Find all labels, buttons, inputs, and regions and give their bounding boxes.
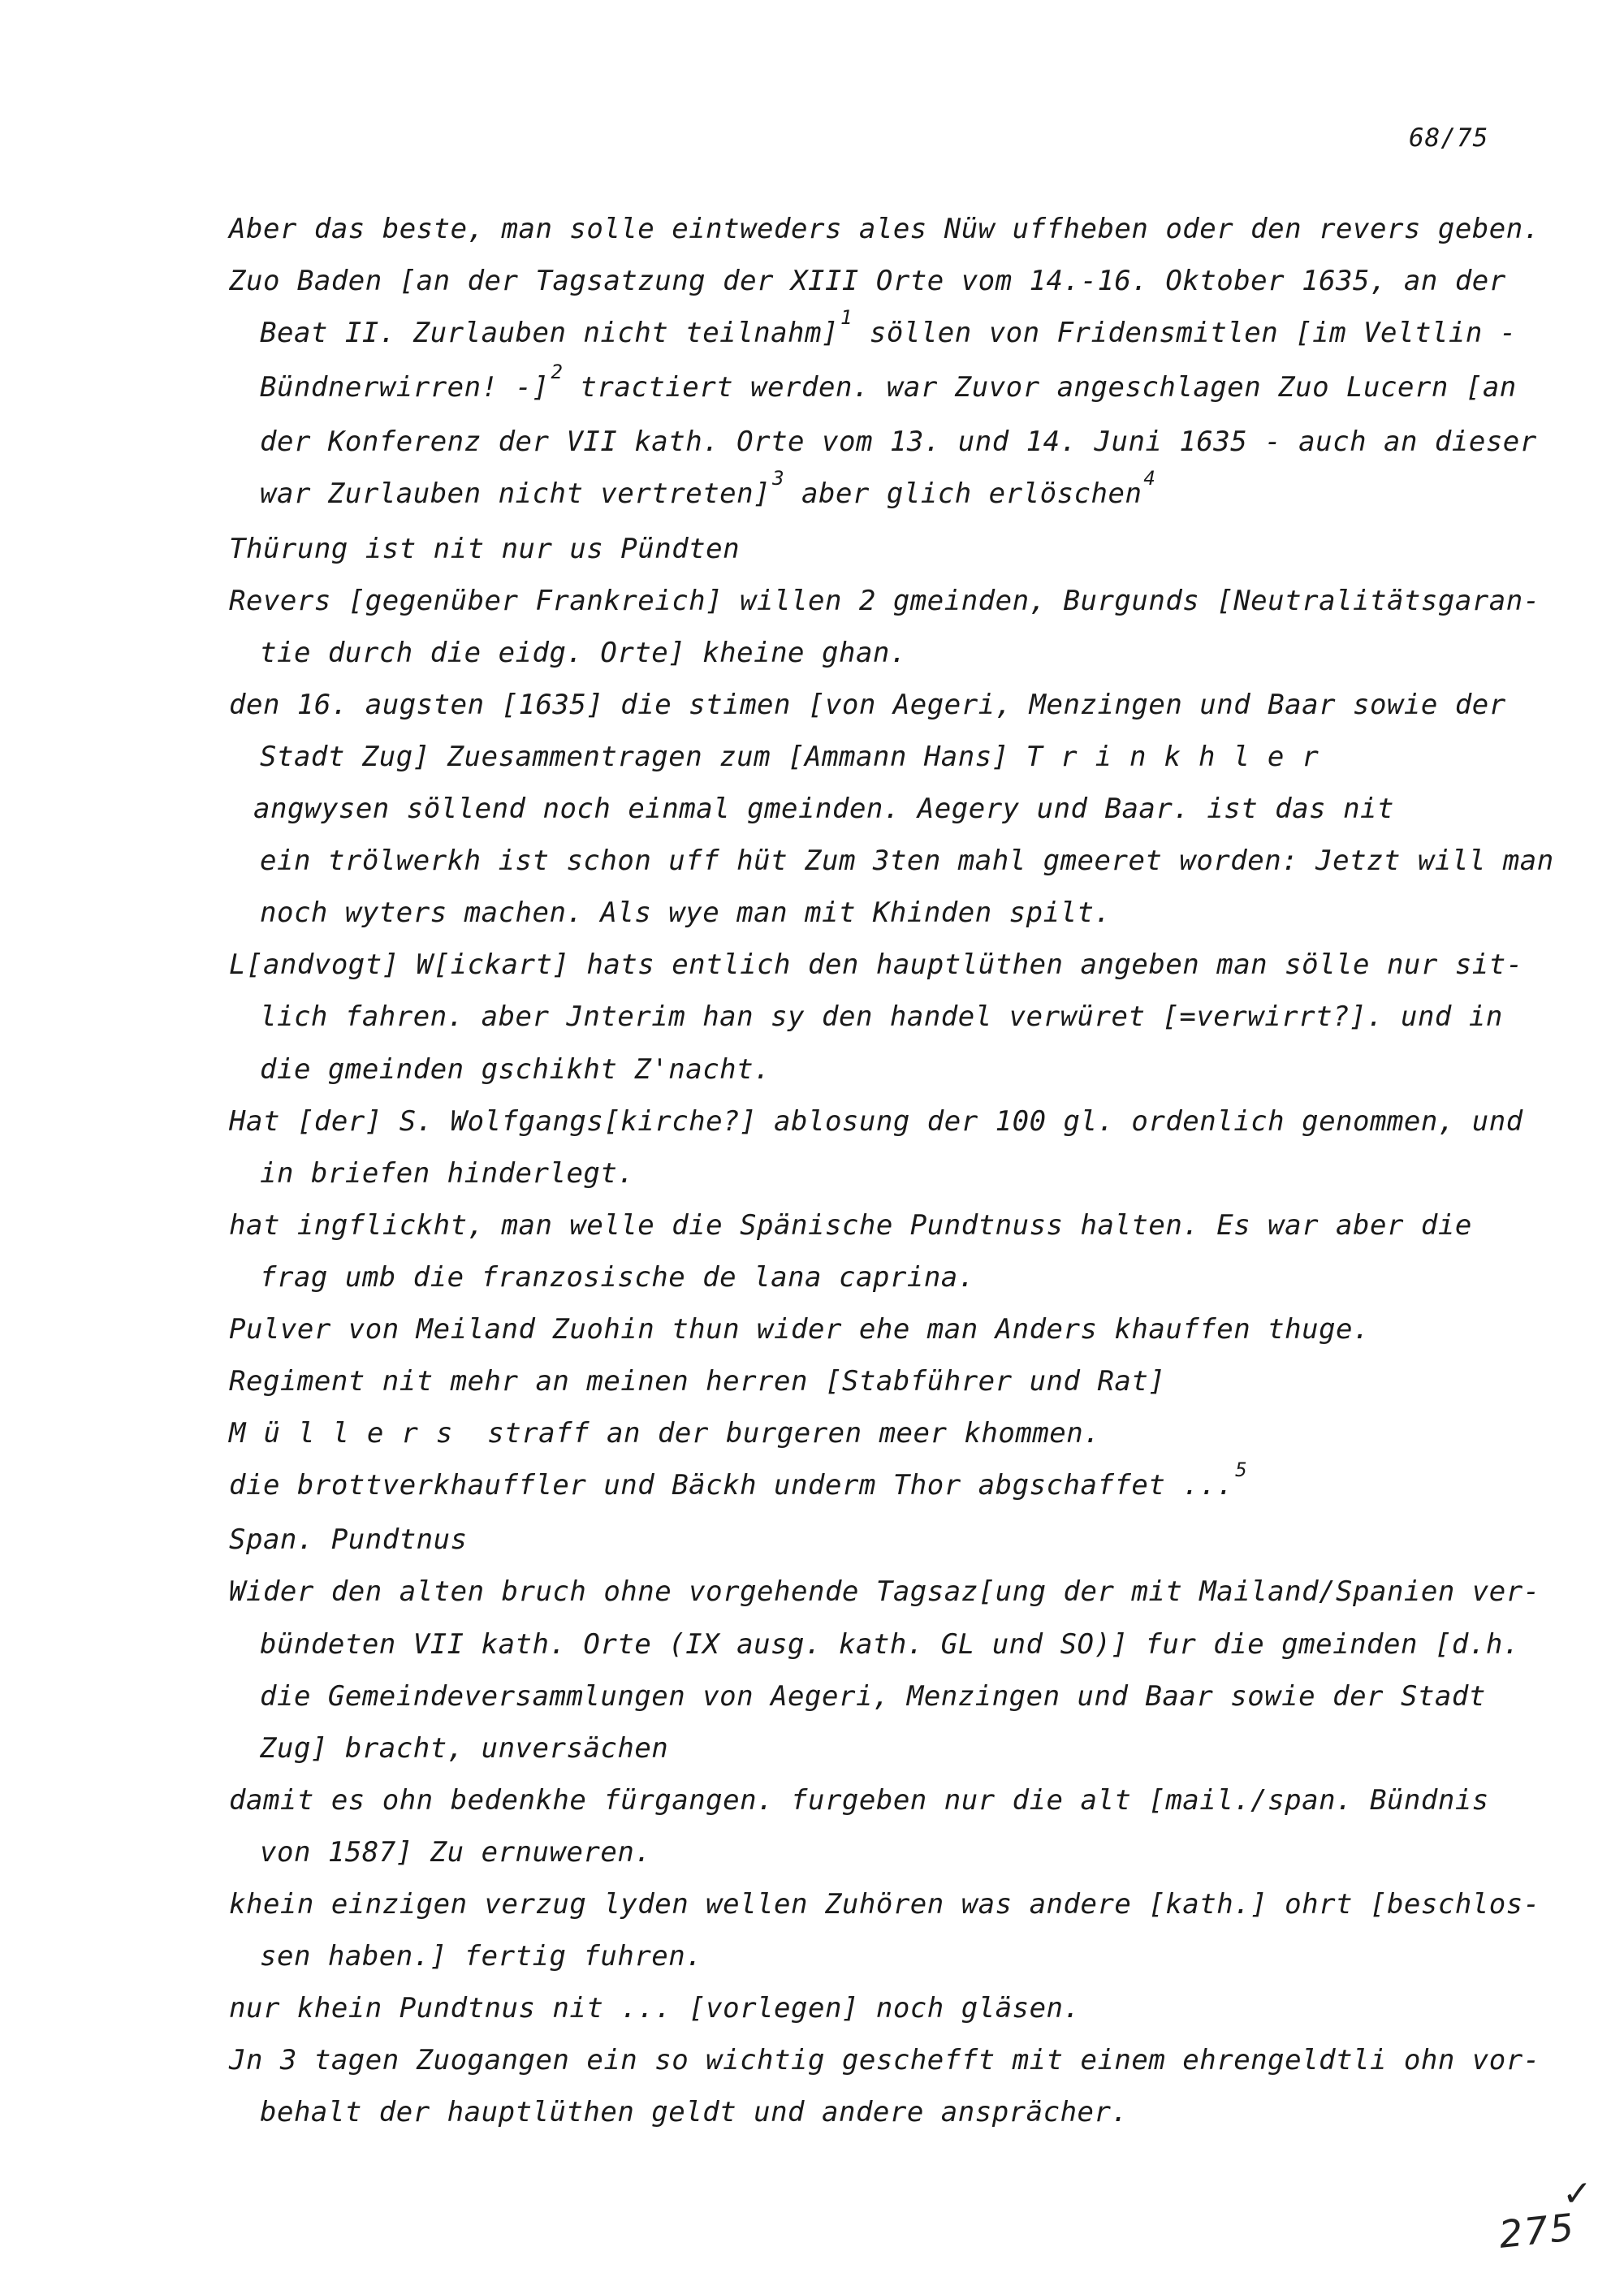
text-line: Regiment nit mehr an meinen herren [Stabführer und Rat] bbox=[229, 1365, 1166, 1398]
text-line: Hat [der] S. Wolfgangs[kirche?] ablosung der 100 gl. ordenlich genommen, und bbox=[229, 1104, 1523, 1138]
text-line: Jn 3 tagen Zuogangen ein so wichtig geschefft mit einem ehrengeldtli ohn vor- bbox=[229, 2044, 1540, 2077]
transcription-body bbox=[229, 203, 1554, 2138]
footnote-marker: 3 bbox=[772, 467, 785, 490]
text-line bbox=[229, 731, 1528, 783]
spaced-name: Müllers bbox=[229, 1417, 471, 1450]
text-segment: aber glich erlöschen bbox=[784, 478, 1142, 511]
text-line: Thürung ist nit nur us Pündten bbox=[229, 532, 741, 565]
text-line: Span. Pundtnus bbox=[229, 1523, 468, 1557]
paragraph bbox=[229, 1982, 1528, 2034]
paragraph bbox=[229, 1355, 1528, 1407]
paragraph bbox=[229, 255, 1537, 522]
text-segment: die brottverkhauffler und Bäckh underm Thor abgschaffet ... bbox=[229, 1469, 1234, 1502]
text-line: der Konferenz der VII kath. Orte vom 13. und 14. Juni 1635 - auch an dieser bbox=[260, 426, 1537, 459]
text-line: Revers [gegenüber Frankreich] willen 2 gmeinden, Burgunds [Neutralitätsgaran- bbox=[229, 584, 1540, 617]
text-line: die gmeinden gschikht Z'nacht. bbox=[260, 1052, 771, 1086]
text-line: den 16. augsten [1635] die stimen [von Aegeri, Menzingen und Baar sowie der bbox=[229, 688, 1506, 721]
paragraph bbox=[229, 203, 1540, 255]
text-segment: Beat II. Zurlauben nicht teilnahm] bbox=[260, 317, 839, 350]
footnote-marker: 1 bbox=[840, 306, 853, 330]
text-line: angwysen söllend noch einmal gmeinden. Aegery und Baar. ist das nit bbox=[253, 793, 1394, 826]
text-line: ein trölwerkh ist schon uff hüt Zum 3ten mahl gmeeret worden: Jetzt will man bbox=[260, 845, 1554, 878]
paragraph bbox=[229, 1199, 1528, 1303]
paragraph bbox=[229, 1459, 1528, 1514]
paragraph bbox=[229, 2034, 1540, 2138]
footnote-marker: 5 bbox=[1235, 1458, 1248, 1482]
text-segment: söllen von Fridensmitlen [im Veltlin - bbox=[852, 317, 1517, 350]
text-segment: straff an der burgeren meer khommen. bbox=[470, 1417, 1101, 1450]
text-line bbox=[229, 1459, 1528, 1514]
paragraph bbox=[229, 1774, 1528, 1878]
text-line bbox=[229, 361, 1528, 416]
text-line: Zuo Baden [an der Tagsatzung der XIII Orte vom 14.-16. Oktober 1635, an der bbox=[229, 265, 1506, 298]
text-line: Aber das beste, man solle eintweders ales Nüw uffheben oder den revers geben. bbox=[229, 213, 1540, 245]
text-line: damit es ohn bedenkhe fürgangen. furgeben nur die alt [mail./span. Bündnis bbox=[229, 1783, 1489, 1817]
text-line: bündeten VII kath. Orte (IX ausg. kath. GL und SO)] fur die gmeinden [d.h. bbox=[260, 1627, 1520, 1661]
text-line: Zug] bracht, unversächen bbox=[260, 1731, 669, 1765]
text-line: L[andvogt] W[ickart] hats entlich den hauptlüthen angeben man sölle nur sit- bbox=[229, 949, 1523, 982]
text-line: nur khein Pundtnus nit ... [vorlegen] noch gläsen. bbox=[229, 1992, 1081, 2025]
footnote-marker: 2 bbox=[551, 361, 564, 384]
text-segment: tractiert werden. war Zuvor angeschlagen Zuo Lucern [an bbox=[563, 371, 1517, 404]
text-line bbox=[229, 468, 1528, 522]
paragraph bbox=[229, 679, 1554, 939]
paragraph bbox=[229, 1303, 1528, 1355]
text-line: in briefen hinderlegt. bbox=[260, 1156, 635, 1190]
text-line: von 1587] Zu ernuweren. bbox=[260, 1835, 652, 1869]
paragraph bbox=[229, 1407, 1528, 1459]
handwritten-checkmark-icon: ✓ bbox=[1562, 2173, 1592, 2215]
text-line bbox=[229, 1407, 1528, 1459]
text-line: Wider den alten bruch ohne vorgehende Tagsaz[ung der mit Mailand/Spanien ver- bbox=[229, 1575, 1540, 1609]
text-line: noch wyters machen. Als wye man mit Khinden spilt. bbox=[260, 897, 1112, 930]
text-segment: Bündnerwirren! -] bbox=[260, 371, 550, 404]
handwritten-folio-number: 275 bbox=[1497, 2205, 1578, 2257]
spaced-name: Trinkhler bbox=[1026, 740, 1337, 773]
text-segment: war Zurlauben nicht vertreten] bbox=[260, 478, 771, 511]
paragraph bbox=[229, 1514, 1528, 1566]
text-line: hat ingflickht, man welle die Spänische Pundtnuss halten. Es war aber die bbox=[229, 1208, 1472, 1242]
text-line: khein einzigen verzug lyden wellen Zuhören was andere [kath.] ohrt [beschlos- bbox=[229, 1888, 1540, 1921]
text-line: die Gemeindeversammlungen von Aegeri, Menzingen und Baar sowie der Stadt bbox=[260, 1679, 1486, 1713]
text-line: Pulver von Meiland Zuohin thun wider ehe man Anders khauffen thuge. bbox=[229, 1312, 1370, 1346]
paragraph bbox=[229, 1095, 1528, 1199]
text-line: behalt der hauptlüthen geldt und andere ansprächer. bbox=[260, 2096, 1129, 2129]
page-number: 68/75 bbox=[1409, 123, 1489, 153]
paragraph bbox=[229, 1566, 1540, 1774]
paragraph bbox=[229, 575, 1540, 679]
paragraph bbox=[229, 1878, 1540, 1982]
text-line bbox=[229, 307, 1528, 361]
text-line: tie durch die eidg. Orte] kheine ghan. bbox=[260, 636, 907, 669]
paragraph bbox=[229, 523, 1528, 575]
text-line: lich fahren. aber Jnterim han sy den handel verwüret [=verwirrt?]. und in bbox=[260, 1000, 1503, 1034]
text-line: frag umb die franzosische de lana caprina. bbox=[260, 1260, 975, 1294]
text-line: sen haben.] fertig fuhren. bbox=[260, 1940, 703, 1973]
text-segment: Stadt Zug] Zuesammentragen zum [Ammann Hans] bbox=[260, 740, 1026, 773]
footnote-marker: 4 bbox=[1143, 467, 1156, 490]
paragraph bbox=[229, 939, 1528, 1095]
